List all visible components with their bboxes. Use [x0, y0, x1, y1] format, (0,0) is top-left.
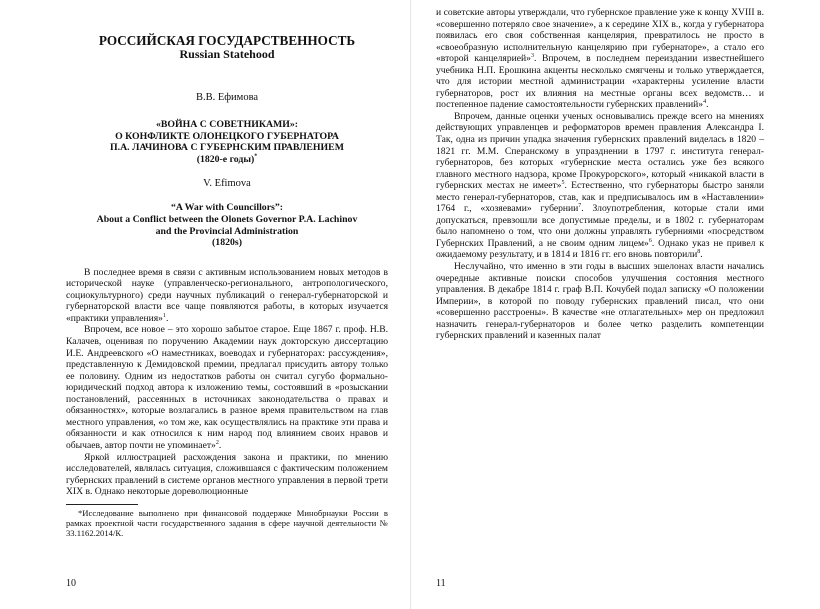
paragraph	[436, 261, 764, 342]
footnote-ref: 8	[697, 249, 701, 256]
author-en: V. Efimova	[203, 178, 251, 190]
title-ru-line: «ВОЙНА С СОВЕТНИКАМИ»:	[155, 119, 299, 130]
paragraph	[66, 324, 388, 451]
footnote-rule	[66, 504, 138, 505]
page-gutter	[410, 0, 411, 609]
paragraph-text: Впрочем, все новое – это хорошо забытое старое. Еще 1867 г. проф. Н.В. Калачев, оценивая по поручению Академии наук докторскую диссертацию И.Е. Андреевского «О наместниках, воеводах и губернаторах: рассуждения», представленную к Демидовской премии, предлагал присудить автору только ее половину. Одним из недостатков работы он считал сугубо формально-юридический подход автора к изложению темы, состоявший в «розыскании постановлений, рассеянных в источниках законодательства о правах и обязанностях», которые возлагались в разное время правительством на глав местного управления, «о том же, как осуществлялись на практике эти права и обязанности и как относился к ним народ под влиянием своих нравов и обычаев, автор почти не упоминает»	[66, 324, 388, 451]
footnote-ref: 4	[703, 99, 707, 106]
title-en-line: (1820s)	[212, 237, 242, 249]
title-ru-year: (1820-е годы)	[196, 153, 255, 165]
paragraph-tail: .	[700, 249, 703, 261]
page-number-left: 10	[66, 578, 76, 589]
paragraph	[66, 267, 388, 325]
title-en-line: About a Conflict between the Olonets Governor P.A. Lachinov	[96, 213, 358, 225]
section-subtitle: Russian Statehood	[179, 47, 275, 61]
paragraph-tail: .	[706, 99, 709, 111]
article-title-en	[66, 202, 388, 248]
paragraph-tail: .	[218, 439, 222, 451]
section-title: РОССИЙСКАЯ ГОСУДАРСТВЕННОСТЬ	[98, 33, 356, 48]
page-number-right: 11	[436, 578, 446, 589]
title-ru-line: П.А. ЛАЧИНОВА С ГУБЕРНСКИМ ПРАВЛЕНИЕМ	[110, 142, 344, 154]
paragraph-text: . Естественно, что губернаторы быстро заняли место генерал-губернаторов, став, как и предписывалось им в «Наставлении» 1764 г., «хозяевами» губернии	[436, 180, 765, 215]
left-page	[66, 0, 388, 609]
paragraph-text: Впрочем, данные оценки ученых основывались прежде всего на мнениях действующих управленцев и реформаторов времен правления Александра I. Так, одна из причин упадка значения губернских правлений виделась в 1820 – 1821 гг. М.М. Сперанскому в упразднении в 1797 г. института генерал-губернаторов, без которых «губернские места остались уже без всякого главного местного надзора, кроме Прокурорского», который «никакой власти в губернских местах не имеет»	[436, 110, 764, 192]
paragraph-text: и советские авторы утверждали, что губернское правление уже к концу XVIII в. «совершенно потеряло свое значение», а к середине XIX в., когда у губернатора появилась его своя собственная канцелярия, превратилось не просто в «своеобразную исполнительную канцелярию при губернаторе», а стало его «второй канцелярией»	[436, 7, 764, 65]
title-ru-line: О КОНФЛИКТЕ ОЛОНЕЦКОГО ГУБЕРНАТОРА	[115, 130, 339, 142]
footnote-ref: 7	[578, 203, 582, 210]
paragraph-text: . Впрочем, в последнем переиздании известнейшего учебника Н.П. Ерошкина акценты несколько смягчены и только утверждается, что для истории местной администрации «характерны усиление власти губернаторов, рост их влияния на местные органы всех ведомств… и постепенное падение самостоятельности губернских правлений»	[436, 53, 764, 111]
footnote-ref: 2	[215, 439, 219, 446]
footnote-ref: 1	[162, 312, 166, 319]
author-ru: В.В. Ефимова	[195, 92, 259, 103]
title-ru-line	[66, 154, 388, 166]
article-title-ru	[66, 119, 388, 165]
title-footnote-mark: *	[254, 153, 258, 160]
paragraph	[436, 7, 764, 111]
paragraph-text: . Однако указ не привел к ожидаемому результату, и в 1814 и 1816 гг. его вновь повторили	[436, 237, 764, 261]
footnote-ref: 3	[530, 53, 534, 59]
title-en-line: and the Provincial Administration	[155, 225, 299, 237]
paragraph-text: . Злоупотребления, которые стали ими допускаться, превзошли все допустимые пределы, и в 1802 г. губернаторам было напомнено о том, что они должны управлять губерниями «посредством Губернских Правлений, а не своим одним лицем»	[436, 203, 764, 249]
paragraph	[436, 111, 764, 261]
footnote: *Исследование выполнено при финансовой поддержке Минобрнауки России в рамках проектной части государственного задания в сфере научной деятельности № 33.1162.2014/К.	[66, 507, 388, 538]
footnote-ref: 5	[561, 180, 565, 187]
paragraph-text: Неслучайно, что именно в эти годы в высших эшелонах власти начались очередные активные поиски способов улучшения состояния местного управления. В декабре 1814 г. граф В.П. Кочубей подал записку «О положении Империи», в которой по поводу губернских правлений писал, что они «совершенно расстроены». В качестве «не отлагательных» мер он предложил назначить генерал-губернаторов и более четко разделить компетенции губернских правлений и казенных палат	[436, 261, 764, 342]
right-body-text	[436, 7, 764, 342]
title-en-line: “A War with Councillors”:	[170, 202, 284, 214]
paragraph-text: Яркой иллюстрацией расхождения закона и практики, по мнению исследователей, являлась ситуация, сложившаяся с фактическим положением губернских правлений в системе органов местного управления в первой трети XIX в. Однако некоторые дореволюционные	[66, 451, 388, 498]
paragraph	[66, 452, 388, 498]
paragraph-text: В последнее время в связи с активным использованием новых методов в исторической науке (управленческо-регионального, антропологического, социокультурного) среди научных публикаций о генерал-губернаторской и губернаторской власти все чаще появляются работы, в которых изучается «практики управления»	[66, 266, 388, 324]
right-page	[436, 0, 764, 609]
paragraph-tail: .	[165, 312, 169, 324]
left-body-text	[66, 267, 388, 498]
footnote-ref: 6	[648, 237, 652, 244]
